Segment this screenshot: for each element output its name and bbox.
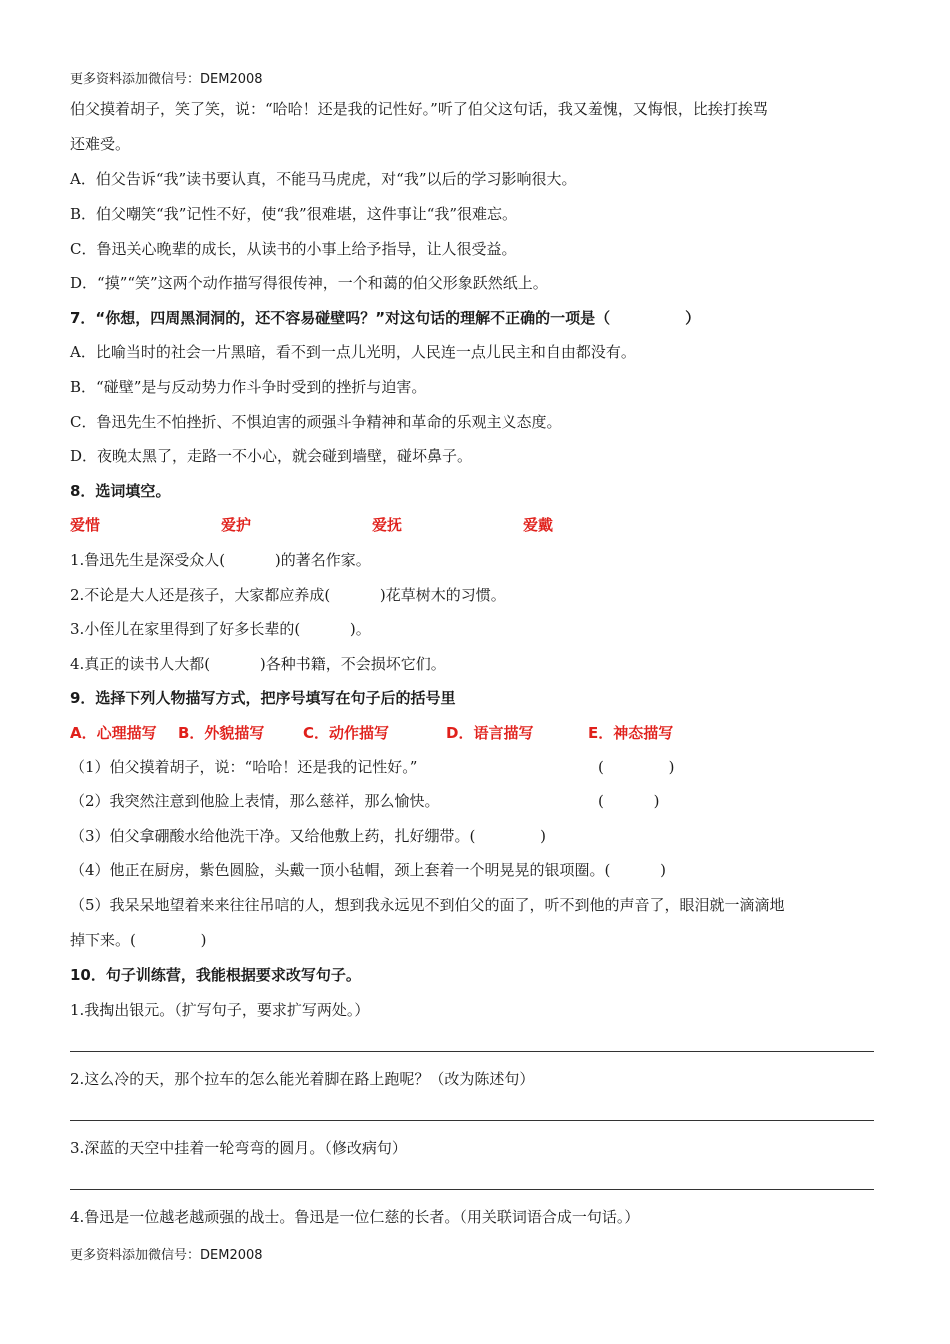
q8-word-3: 爱抚 — [372, 516, 403, 534]
q7-option-d: D．夜晚太黑了，走路一不小心，就会碰到墙壁，碰坏鼻子。 — [70, 447, 473, 465]
q9-option-a: A．心理描写 — [70, 724, 157, 742]
answer-line-1[interactable] — [70, 1051, 874, 1052]
passage-line-2: 还难受。 — [70, 135, 131, 153]
q9-sentence-2-blank: ( ) — [598, 792, 660, 810]
q8-word-2: 爱护 — [221, 516, 252, 534]
page-footer: 更多资料添加微信号：DEM2008 — [70, 1248, 263, 1263]
q10-item-3: 3.深蓝的天空中挂着一轮弯弯的圆月。（修改病句） — [70, 1139, 407, 1157]
q7-option-c: C．鲁迅先生不怕挫折、不惧迫害的顽强斗争精神和革命的乐观主义态度。 — [70, 413, 562, 431]
q6-option-b: B．伯父嘲笑“我”记性不好，使“我”很难堪，这件事让“我”很难忘。 — [70, 205, 518, 223]
q9-sentence-4: （4）他正在厨房，紫色圆脸，头戴一顶小毡帽，颈上套着一个明晃晃的银项圈。( ) — [70, 861, 667, 879]
q6-option-a: A．伯父告诉“我”读书要认真，不能马马虎虎，对“我”以后的学习影响很大。 — [70, 170, 577, 188]
passage-line-1: 伯父摸着胡子，笑了笑，说：“哈哈！还是我的记性好。”听了伯父这句话，我又羞愧，又悔恨，比挨打挨骂 — [70, 100, 768, 118]
q8-item-3: 3.小侄儿在家里得到了好多长辈的( )。 — [70, 620, 371, 638]
q7-title: 7．“你想，四周黑洞洞的，还不容易碰壁吗？”对这句话的理解不正确的一项是（ ） — [70, 309, 701, 327]
q6-option-d: D．“摸”“笑”这两个动作描写得很传神，一个和蔼的伯父形象跃然纸上。 — [70, 274, 548, 292]
q6-option-c: C．鲁迅关心晚辈的成长，从读书的小事上给予指导，让人很受益。 — [70, 240, 517, 258]
q9-sentence-3: （3）伯父拿硼酸水给他洗干净。又给他敷上药，扎好绷带。( ) — [70, 827, 547, 845]
q9-option-c: C．动作描写 — [303, 724, 390, 742]
q9-sentence-5-line-1: （5）我呆呆地望着来来往往吊唁的人，想到我永远见不到伯父的面了，听不到他的声音了，眼泪就一滴滴地 — [70, 896, 785, 914]
q9-title: 9．选择下列人物描写方式，把序号填写在句子后的括号里 — [70, 689, 456, 707]
q9-option-e: E．神态描写 — [588, 724, 674, 742]
q8-word-1: 爱惜 — [70, 516, 101, 534]
q9-sentence-2: （2）我突然注意到他脸上表情，那么慈祥，那么愉快。 — [70, 792, 440, 810]
q7-option-a: A．比喻当时的社会一片黑暗，看不到一点儿光明，人民连一点儿民主和自由都没有。 — [70, 343, 636, 361]
q9-sentence-5-line-2: 掉下来。( ) — [70, 931, 207, 949]
q9-option-d: D．语言描写 — [446, 724, 534, 742]
q8-item-2: 2.不论是大人还是孩子，大家都应养成( )花草树木的习惯。 — [70, 586, 506, 604]
answer-line-3[interactable] — [70, 1189, 874, 1190]
q10-title: 10．句子训练营，我能根据要求改写句子。 — [70, 966, 361, 984]
page-header: 更多资料添加微信号：DEM2008 — [70, 72, 263, 87]
q8-title: 8．选词填空。 — [70, 482, 171, 500]
q10-item-1: 1.我掏出银元。（扩写句子，要求扩写两处。） — [70, 1001, 370, 1019]
q9-sentence-1: （1）伯父摸着胡子，说：“哈哈！还是我的记性好。” — [70, 758, 418, 776]
q8-word-4: 爱戴 — [523, 516, 554, 534]
q9-sentence-1-blank: ( ) — [598, 758, 675, 776]
q10-item-2: 2.这么冷的天，那个拉车的怎么能光着脚在路上跑呢？（改为陈述句） — [70, 1070, 535, 1088]
answer-line-2[interactable] — [70, 1120, 874, 1121]
q8-item-4: 4.真正的读书人大都( )各种书籍，不会损坏它们。 — [70, 655, 446, 673]
q10-item-4: 4.鲁迅是一位越老越顽强的战士。鲁迅是一位仁慈的长者。（用关联词语合成一句话。） — [70, 1208, 640, 1226]
q9-option-b: B．外貌描写 — [178, 724, 265, 742]
q7-option-b: B．“碰壁”是与反动势力作斗争时受到的挫折与迫害。 — [70, 378, 427, 396]
q8-item-1: 1.鲁迅先生是深受众人( )的著名作家。 — [70, 551, 371, 569]
